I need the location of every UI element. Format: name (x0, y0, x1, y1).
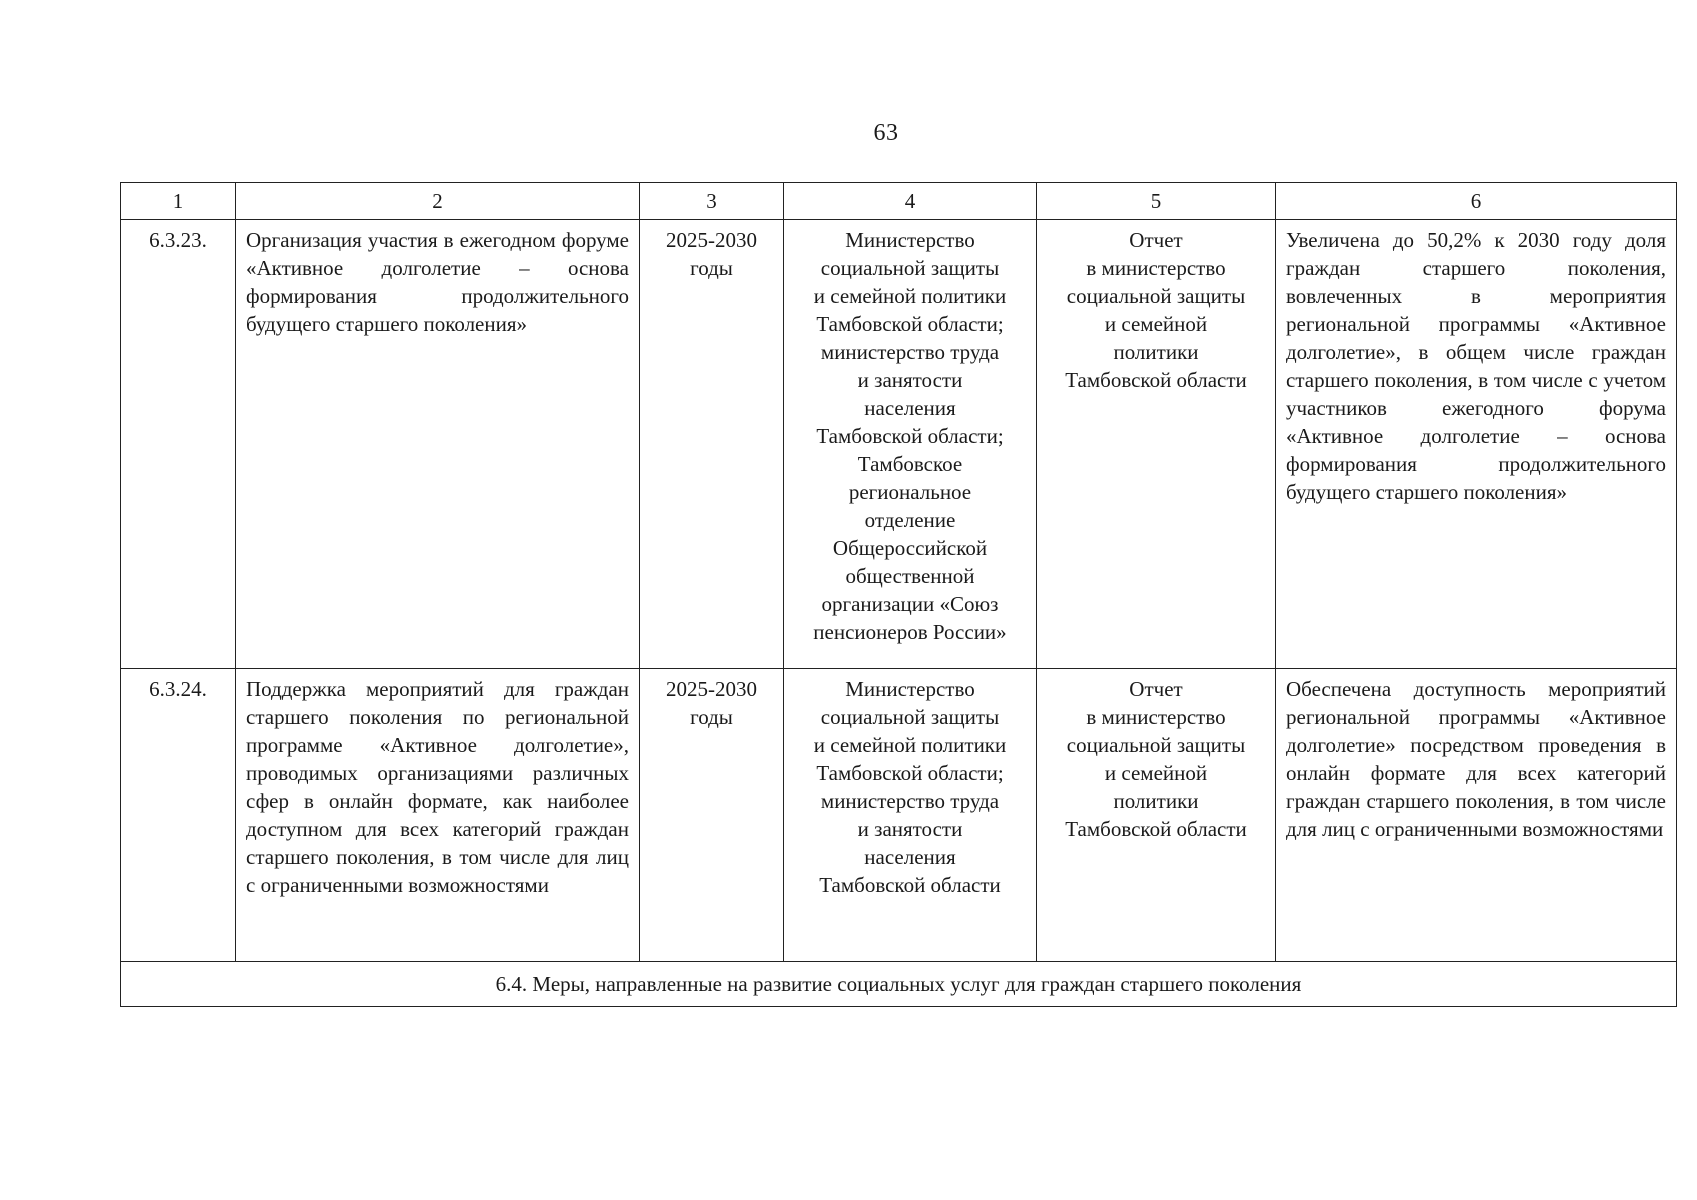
item-number-cell: 6.3.23. (121, 220, 236, 669)
expected-result-cell: Увеличена до 50,2% к 2030 году доля граждан старшего поколения, вовлеченных в мероприятия региональной программы «Активное долголетие», в общем числе граждан старшего поколения, в том числе с учетом участников ежегодного форума «Активное долголетие – основа формирования продолжительного будущего старшего поколения» (1276, 220, 1677, 669)
term-cell: 2025-2030 годы (640, 669, 784, 962)
report-cell: Отчет в министерство социальной защиты и семейной политики Тамбовской области (1037, 669, 1276, 962)
column-number-header: 1 (121, 183, 236, 220)
section-heading: 6.4. Меры, направленные на развитие социальных услуг для граждан старшего поколения (121, 962, 1677, 1007)
table-row (121, 669, 1677, 962)
measures-table (120, 182, 1677, 1007)
executors-cell: Министерство социальной защиты и семейной политики Тамбовской области; министерство труда и занятости населения Тамбовской области; Тамбовское региональное отделение Общероссийской общественной организации «Союз пенсионеров России» (784, 220, 1037, 669)
item-number-cell: 6.3.24. (121, 669, 236, 962)
column-number-header: 2 (236, 183, 640, 220)
measure-name-cell: Поддержка мероприятий для граждан старшего поколения по региональной программе «Активное долголетие», проводимых организациями различных сфер в онлайн формате, как наиболее доступном для всех категорий граждан старшего поколения, в том числе для лиц с ограниченными возможностями (236, 669, 640, 962)
column-number-header: 6 (1276, 183, 1677, 220)
term-cell: 2025-2030 годы (640, 220, 784, 669)
column-number-header: 3 (640, 183, 784, 220)
page-number: 63 (873, 120, 899, 146)
table-header-row (121, 183, 1677, 220)
table-row (121, 220, 1677, 669)
executors-cell: Министерство социальной защиты и семейной политики Тамбовской области; министерство труда и занятости населения Тамбовской области (784, 669, 1037, 962)
column-number-header: 4 (784, 183, 1037, 220)
column-number-header: 5 (1037, 183, 1276, 220)
section-heading-row (121, 962, 1677, 1007)
expected-result-cell: Обеспечена доступность мероприятий региональной программы «Активное долголетие» посредством проведения в онлайн формате для всех категорий граждан старшего поколения, в том числе для лиц с ограниченными возможностями (1276, 669, 1677, 962)
measure-name-cell: Организация участия в ежегодном форуме «Активное долголетие – основа формирования продолжительного будущего старшего поколения» (236, 220, 640, 669)
report-cell: Отчет в министерство социальной защиты и семейной политики Тамбовской области (1037, 220, 1276, 669)
